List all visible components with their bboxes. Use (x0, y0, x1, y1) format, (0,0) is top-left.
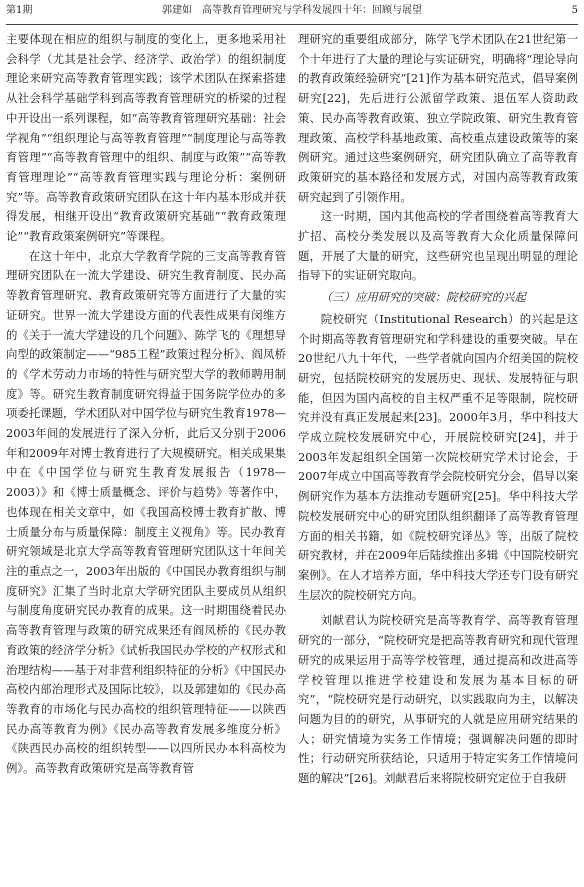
issue-number: 第1期 (6, 5, 33, 16)
paragraph: 刘献君认为院校研究是高等教育学、高等教育管理研究的一部分，“院校研究是把高等教育研究和现代管理研究的成果运用于高等学校管理，通过提高和改进高等学校管理以推进学校建设和发展为基本目标的研究”，“院校研究是行动研究，以实践取向为主，以解决问题为目的的研究，从事研究的人就是应用研究结果的人；研究情境为实务工作情境；强调解决问题的即时性；行动研究所获结论，只适用于特定实务工作情境问题的解决”[26]。刘献君后来将院校研究定位于自我研 (298, 613, 578, 786)
running-header (6, 0, 578, 25)
paragraph: 理研究的重要组成部分，陈学飞学术团队在21世纪第一个十年进行了大量的理论与实证研究，明确将“理论导向的教育政策经验研究”[21]作为基本研究范式，倡导案例研究[22]，先后进行公派留学政策、退伍军人资助政策、民办高等教育政策、独立学院政策、研究生教育管理政策、高校学科基地政策、高校重点建设政策等的案例研究。通过这些案例研究，研究团队确立了高等教育政策研究的基本路径和发展方式，对国内高等教育政策研究起到了引领作用。 (298, 32, 578, 204)
paragraph: 在这十年中，北京大学教育学院的三支高等教育管理研究团队在一流大学建设、研究生教育制度、民办高等教育管理研究、教育政策研究等方面进行了大量的实证研究。世界一流大学建设方面的代表性成果有闵维方的《关于一流大学建设的几个问题》、陈学飞的《理想导向型的政策制定——“985工程”政策过程分析》、阎凤桥的《学术劳动力市场的特性与研究型大学的教师聘用制度》等。研究生教育制度研究得益于国务院学位办的多项委托课题，学术团队对中国学位与研究生教育1978—2003年间的发展进行了深入分析，此后又分别于2006年和2009年对博士教育进行了大规模研究。相关成果集中在《中国学位与研究生教育发展报告（1978—2003）》和《博士质量概念、评价与趋势》等著作中，也体现在相关文章中，如《我国高校博士教育扩散、博士质量分布与质量保障：制度主义视角》等。民办教育研究领域是北京大学高等教育管理研究团队这十年间关注的重点之一，2003年出版的《中国民办教育组织与制度研究》汇集了当时北京大学研究团队主要成员从组织与制度角度研究民办教育的成果。这一时期围绕着民办高等教育管理与政策的研究成果还有阎凤桥的《民办教育政策的经济学分析》《试析我国民办学校的产权形式和治理结构——基于对非营利组织特征的分析》《中国民办高校内部治理形式及国际比较》，以及郭建如的《民办高等教育的市场化与民办高校的组织管理特征——以陕西民办高等教育为例》《民办高等教育发展多维度分析》《陕西民办高校的组织转型——以四所民办本科高校为例》。高等教育政策研究是高等教育管 (6, 248, 286, 776)
paragraph: 主要体现在相应的组织与制度的变化上，更多地采用社会科学（尤其是社会学、经济学、政治学）的组织制度理论来研究高等教育管理实践；该学术团队在探索搭建从社会科学基础学科到高等教育管理研究的桥梁的过程中开设出一系列课程，如“高等教育管理研究基础：社会学视角”“组织理论与高等教育管理”“制度理论与高等教育管理”“高等教育管理中的组织、制度与政策”“高等教育管理理论”“高等教育管理实践与理论分析：案例研究”等。高等教育政策研究团队在这十年内基本形成并获得发展，相继开设出“教育政策研究基础”“教育政策理论”“教育政策案例研究”等课程。 (6, 32, 286, 244)
paragraph: 院校研究（Institutional Research）的兴起是这个时期高等教育管理研究和学科建设的重要突破。早在20世纪八九十年代，一些学者就向国内介绍美国的院校研究，包括院校研究的发展历史、现状、发展特征与职能，但因为国内高校的自主权严重不足等限制，院校研究并没有真正发展起来[23]。2000年3月，华中科技大学成立院校发展研究中心，开展院校研究[24]，并于2003年发起组织全国第一次院校研究学术讨论会，于2007年成立中国高等教育学会院校研究分会，倡导以案例研究作为基本方法推动专题研究[25]。华中科技大学院校发展研究中心的研究团队组织翻译了高等教育管理方面的相关书籍，如《院校研究译丛》等，出版了院校研究教材，并在2009年后陆续推出多辑《中国院校研究案例》。在人才培养方面，华中科技大学还专门设有研究生层次的院校研究方向。 (298, 311, 578, 602)
running-title: 郭建如 高等教育管理研究与学科发展四十年：回顾与展望 (162, 5, 422, 16)
left-column (6, 30, 286, 882)
right-column (298, 30, 578, 882)
section-heading: （三）应用研究的突破：院校研究的兴起 (320, 290, 526, 305)
paragraph: 这一时期，国内其他高校的学者围绕着高等教育大扩招、高校分类发展以及高等教育大众化质量保障问题，开展了大量的研究，这些研究也呈现出明显的理论指导下的实证研究取向。 (298, 209, 578, 283)
page-number: 5 (571, 5, 578, 16)
